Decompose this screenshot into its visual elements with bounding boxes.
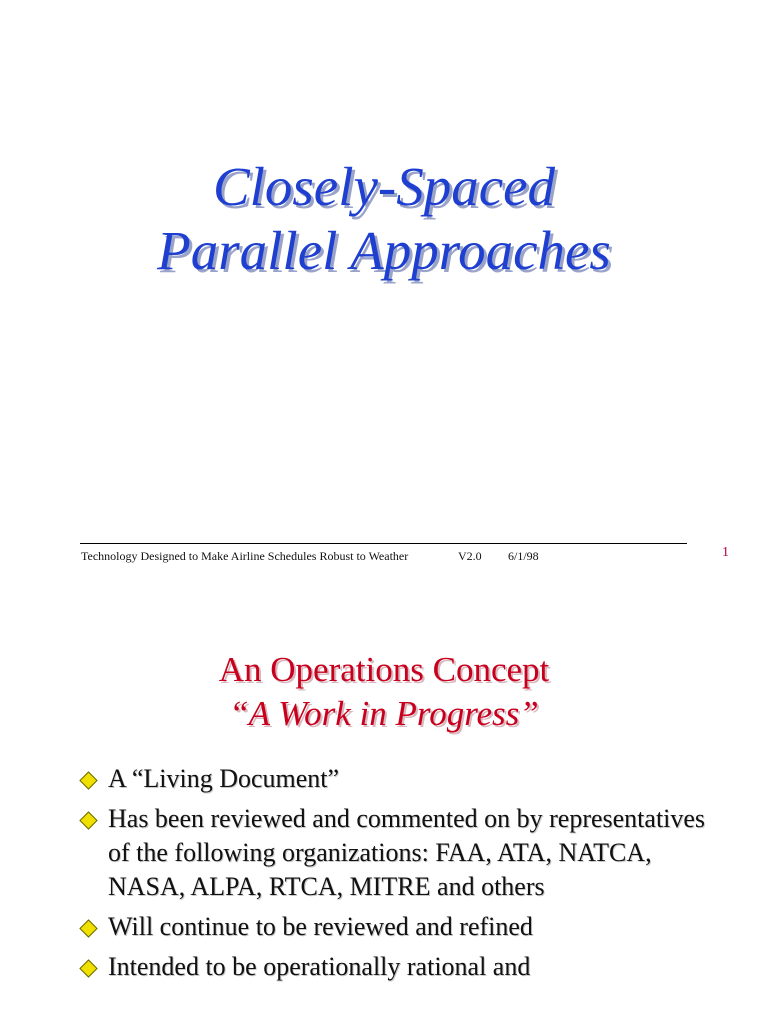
bullet-item bbox=[78, 762, 728, 796]
slide-2-title-line-1: An Operations Concept bbox=[218, 650, 550, 689]
bullet-item bbox=[78, 802, 728, 904]
bullet-item bbox=[78, 910, 728, 944]
slide-1-title-line-1: Closely-Spaced bbox=[212, 156, 556, 217]
bullet-text: Intended to be operationally rational and bbox=[108, 952, 531, 981]
bullet-item bbox=[78, 950, 728, 984]
footer-text: Technology Designed to Make Airline Schedules Robust to Weather bbox=[81, 549, 409, 563]
yellow-diamond-bullet-icon bbox=[79, 771, 97, 789]
yellow-diamond-bullet-icon bbox=[79, 811, 97, 829]
slide-1-title-line-2: Parallel Approaches bbox=[157, 220, 611, 281]
slide-1-title bbox=[0, 155, 768, 283]
yellow-diamond-bullet-icon bbox=[79, 959, 97, 977]
page-number: 1 bbox=[722, 545, 729, 560]
yellow-diamond-bullet-icon bbox=[79, 919, 97, 937]
bullet-text: Will continue to be reviewed and refined bbox=[108, 912, 533, 941]
footer-divider bbox=[80, 543, 687, 544]
bullet-text: A “Living Document” bbox=[108, 764, 340, 793]
slide-2 bbox=[0, 576, 768, 1024]
slide-2-subtitle: “A Work in Progress” bbox=[229, 694, 539, 733]
bullet-list bbox=[78, 762, 728, 990]
slide-2-title bbox=[0, 648, 768, 736]
footer-version: V2.0 bbox=[458, 549, 482, 563]
bullet-text: Has been reviewed and commented on by representatives of the following organizations: FAA, ATA, NATCA, NASA, ALPA, RTCA, MITRE and others bbox=[108, 804, 706, 901]
footer-date: 6/1/98 bbox=[508, 549, 539, 563]
